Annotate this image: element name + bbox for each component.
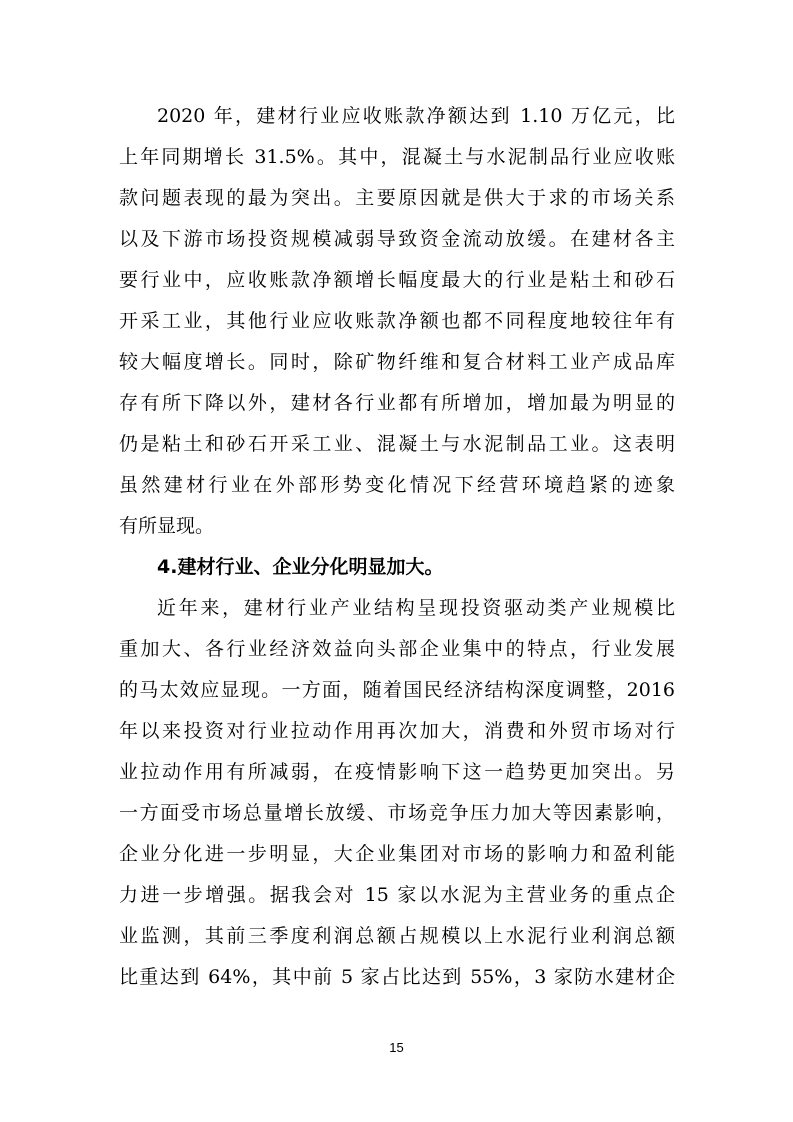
text-line: 年以来投资对行业拉动作用再次加大，消费和外贸市场对行 bbox=[119, 720, 675, 742]
text-line: 比重达到 64%，其中前 5 家占比达到 55%，3 家防水建材企 bbox=[119, 966, 675, 988]
text-line: 仍是粘土和砂石开采工业、混凝土与水泥制品工业。这表明 bbox=[119, 433, 675, 455]
text-line: 企业分化进一步明显，大企业集团对市场的影响力和盈利能 bbox=[119, 843, 675, 865]
text-line: 业拉动作用有所减弱，在疫情影响下这一趋势更加突出。另 bbox=[119, 761, 675, 783]
text-line: 2020 年，建材行业应收账款净额达到 1.10 万亿元，比 bbox=[157, 105, 675, 127]
section-heading: 4.建材行业、企业分化明显加大。 bbox=[157, 556, 444, 578]
text-line: 力进一步增强。据我会对 15 家以水泥为主营业务的重点企 bbox=[119, 884, 675, 906]
paragraph-differentiation bbox=[119, 588, 675, 998]
text-line: 重加大、各行业经济效益向头部企业集中的特点，行业发展 bbox=[119, 638, 675, 660]
text-line: 有所显现。 bbox=[119, 515, 215, 537]
text-line: 近年来，建材行业产业结构呈现投资驱动类产业规模比 bbox=[157, 597, 675, 619]
page-number: 15 bbox=[389, 1040, 404, 1055]
text-line: 上年同期增长 31.5%。其中，混凝土与水泥制品行业应收账 bbox=[119, 146, 675, 168]
text-line: 虽然建材行业在外部形势变化情况下经营环境趋紧的迹象 bbox=[119, 474, 675, 496]
text-line: 开采工业，其他行业应收账款净额也都不同程度地较往年有 bbox=[119, 310, 675, 332]
text-line: 款问题表现的最为突出。主要原因就是供大于求的市场关系 bbox=[119, 187, 675, 209]
text-line: 存有所下降以外，建材各行业都有所增加，增加最为明显的 bbox=[119, 392, 675, 414]
text-line: 的马太效应显现。一方面，随着国民经济结构深度调整，2016 bbox=[119, 679, 675, 701]
document-body bbox=[119, 96, 675, 998]
text-line: 要行业中，应收账款净额增长幅度最大的行业是粘土和砂石 bbox=[119, 269, 675, 291]
paragraph-receivables bbox=[119, 96, 675, 547]
text-line: 一方面受市场总量增长放缓、市场竞争压力加大等因素影响， bbox=[119, 802, 675, 824]
text-line: 较大幅度增长。同时，除矿物纤维和复合材料工业产成品库 bbox=[119, 351, 675, 373]
text-line: 以及下游市场投资规模减弱导致资金流动放缓。在建材各主 bbox=[119, 228, 675, 250]
text-line: 业监测，其前三季度利润总额占规模以上水泥行业利润总额 bbox=[119, 925, 675, 947]
